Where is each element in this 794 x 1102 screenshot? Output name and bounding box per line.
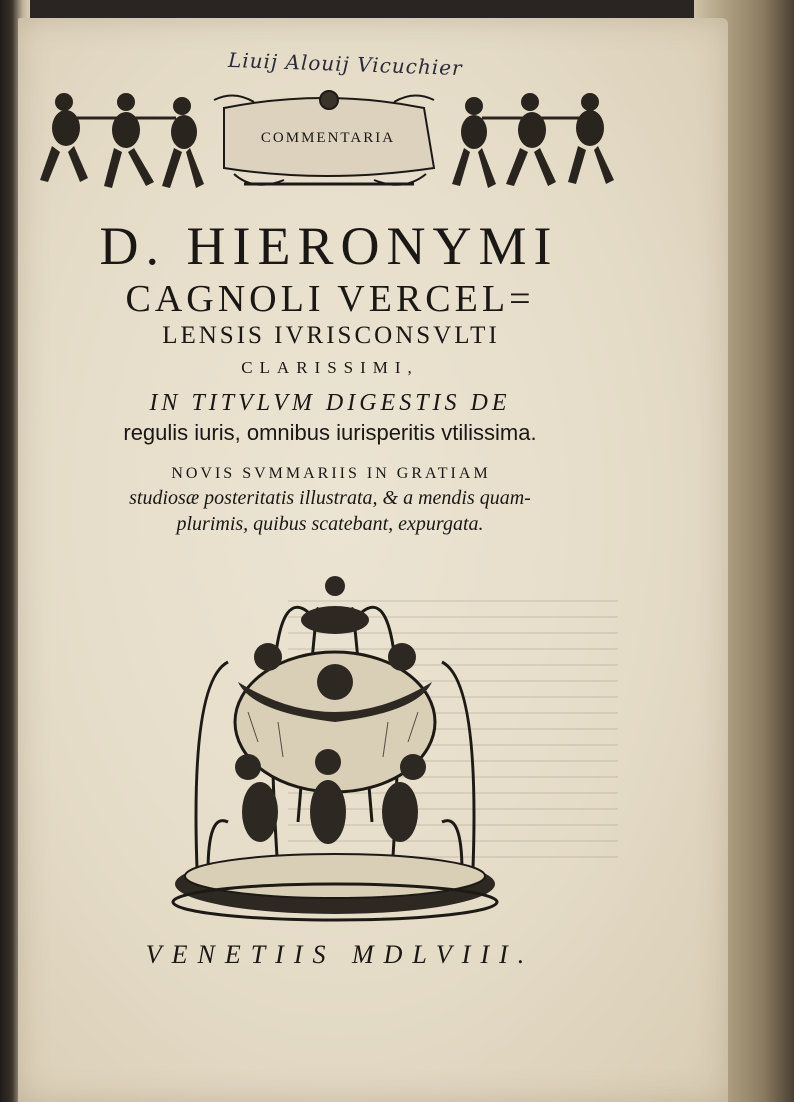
- title-line-5: IN TITVLVM DIGESTIS DE: [149, 390, 511, 416]
- title-line-4: CLARISSIMI,: [241, 358, 419, 377]
- title-line-8: studiosæ posteritatis illustrata, & a mendis quam-: [129, 487, 531, 509]
- title-line-7: NOVIS SVMMARIIS IN GRATIAM: [171, 465, 491, 482]
- title-line-9: plurimis, quibus scatebant, expurgata.: [176, 513, 484, 535]
- title-line-2: CAGNOLI VERCEL=: [125, 278, 535, 320]
- fountain-printer-device-woodcut: [168, 572, 502, 924]
- banner-label: COMMENTARIA: [260, 130, 396, 146]
- handwritten-inscription: Liuij Alouij Vicuchier: [227, 47, 464, 81]
- title-line-3: LENSIS IVRISCONSVLTI: [162, 322, 500, 349]
- imprint-line: VENETIIS MDLVIII.: [145, 940, 535, 969]
- title-line-6: regulis iuris, omnibus iurisperitis vtilissima.: [123, 420, 537, 445]
- title-line-1: D. HIERONYMI: [99, 216, 559, 276]
